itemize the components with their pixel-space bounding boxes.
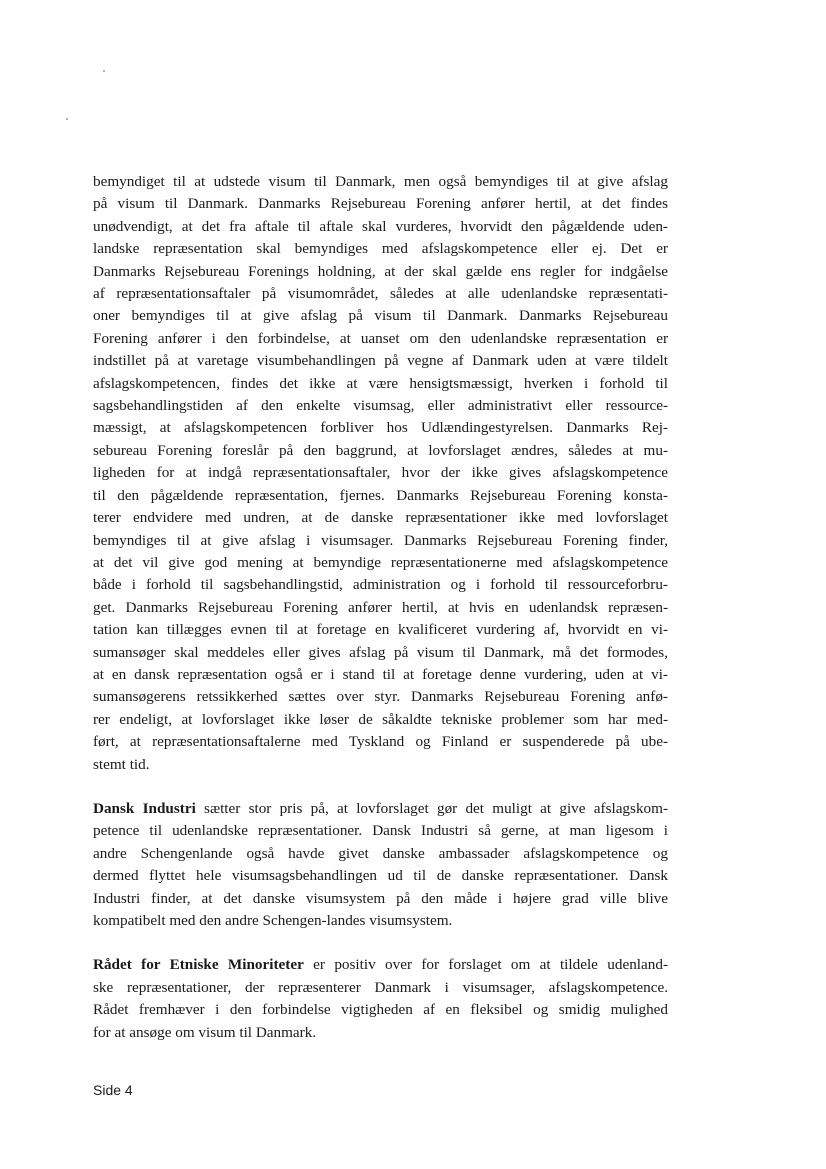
organization-name: Rådet for Etniske Minoriteter bbox=[93, 956, 304, 974]
text-line: på visum til Danmark. Danmarks Rejsebureau Forening anfører hertil, at det findes bbox=[93, 195, 668, 213]
paragraph-rejsebureau bbox=[93, 171, 668, 776]
text-line: indstillet på at varetage visumbehandlingen på vegne af Danmark uden at være tildelt bbox=[93, 352, 668, 370]
text-line: bemyndiget til at udstede visum til Danmark, men også bemyndiges til at give afslag bbox=[93, 173, 668, 190]
page-number: Side 4 bbox=[93, 1082, 133, 1098]
text-line: stemt tid. bbox=[93, 755, 150, 773]
text-line: for at ansøge om visum til Danmark. bbox=[93, 1023, 317, 1041]
text-run: sætter stor pris på, at lovforslaget gør det muligt at give afslagskom- bbox=[195, 799, 668, 817]
paragraph-raadet bbox=[93, 954, 668, 1044]
text-line: ført, at repræsentationsaftalerne med Tyskland og Finland er suspenderede på ube- bbox=[93, 733, 668, 751]
text-line: get. Danmarks Rejsebureau Forening anfører hertil, at hvis en udenlandsk repræsen- bbox=[93, 598, 668, 616]
text-line: Danmarks Rejsebureau Forenings holdning, at der skal gælde ens regler for indgåelse bbox=[93, 262, 668, 280]
text-line: sumansøger skal meddeles eller gives afslag på visum til Danmark, må det formodes, bbox=[93, 643, 668, 661]
text-line: kompatibelt med den andre Schengen-landes visumsystem. bbox=[93, 912, 453, 929]
text-line: at en dansk repræsentation også er i stand til at foretage denne vurdering, uden at vi- bbox=[93, 665, 668, 683]
text-line: Industri finder, at det danske visumsystem på den måde i højere grad ville blive bbox=[93, 889, 668, 907]
scan-speck bbox=[103, 70, 105, 72]
text-line: rer endeligt, at lovforslaget ikke løser de såkaldte tekniske problemer som har med- bbox=[93, 710, 668, 728]
text-line: sumansøgerens retssikkerhed sættes over styr. Danmarks Rejsebureau Forening anfø- bbox=[93, 688, 668, 706]
text-line: til den pågældende repræsentation, fjernes. Danmarks Rejsebureau Forening konsta- bbox=[93, 486, 668, 504]
text-line: mæssigt, at afslagskompetencen forbliver hos Udlændingestyrelsen. Danmarks Rej- bbox=[93, 419, 668, 437]
text-line: Rådet fremhæver i den forbindelse vigtigheden af en fleksibel og smidig mulighed bbox=[93, 1001, 668, 1019]
paragraph-dansk-industri bbox=[93, 798, 668, 932]
text-line: både i forhold til sagsbehandlingstid, administration og i forhold til ressourceforbru- bbox=[93, 576, 668, 594]
organization-name: Dansk Industri bbox=[93, 799, 196, 817]
text-line: at det vil give god mening at bemyndige repræsentationerne med afslagskompetence bbox=[93, 553, 668, 571]
text-line: petence til udenlandske repræsentationer. Dansk Industri så gerne, at man ligesom i bbox=[93, 822, 668, 840]
text-line: Forening anfører i den forbindelse, at uanset om den udenlandske repræsentation er bbox=[93, 329, 668, 347]
paragraph-spacer bbox=[93, 932, 668, 954]
text-line: landske repræsentation skal bemyndiges med afslagskompetence eller ej. Det er bbox=[93, 240, 668, 258]
text-line: unødvendigt, at det fra aftale til aftale skal vurderes, hvorvidt den pågældende uden- bbox=[93, 217, 668, 235]
text-line bbox=[93, 798, 668, 820]
text-line bbox=[93, 954, 668, 976]
text-line: tation kan tillægges evnen til at foretage en kvalificeret vurdering af, hvorvidt en vi- bbox=[93, 621, 668, 639]
paragraph-spacer bbox=[93, 776, 668, 798]
text-run: er positiv over for forslaget om at tildele udenland- bbox=[303, 956, 668, 974]
text-line: afslagskompetencen, findes det ikke at være hensigtsmæssigt, hverken i forhold til bbox=[93, 374, 668, 392]
text-line: terer endvidere med undren, at de danske repræsentationer ikke med lovforslaget bbox=[93, 509, 668, 527]
text-line: af repræsentationsaftaler på visumområdet, således at alle udenlandske repræsentati- bbox=[93, 285, 668, 303]
text-line: ske repræsentationer, der repræsenterer Danmark i visumsager, afslagskompetence. bbox=[93, 978, 668, 996]
text-line: oner bemyndiges til at give afslag på visum til Danmark. Danmarks Rejsebureau bbox=[93, 307, 668, 325]
text-line: sagsbehandlingstiden af den enkelte visumsag, eller administrativt eller ressource- bbox=[93, 397, 668, 415]
text-line: dermed flyttet hele visumsagsbehandlingen ud til de danske repræsentationer. Dansk bbox=[93, 867, 668, 885]
scan-speck bbox=[66, 118, 68, 120]
text-line: sebureau Forening foreslår på den baggrund, at lovforslaget ændres, således at mu- bbox=[93, 441, 668, 459]
text-line: ligheden for at indgå repræsentationsaftaler, hvor der ikke gives afslagskompetence bbox=[93, 464, 668, 482]
document-body bbox=[93, 171, 668, 1044]
text-line: bemyndiges til at give afslag i visumsager. Danmarks Rejsebureau Forening finder, bbox=[93, 531, 668, 549]
text-line: andre Schengenlande også havde givet danske ambassader afslagskompetence og bbox=[93, 844, 668, 862]
